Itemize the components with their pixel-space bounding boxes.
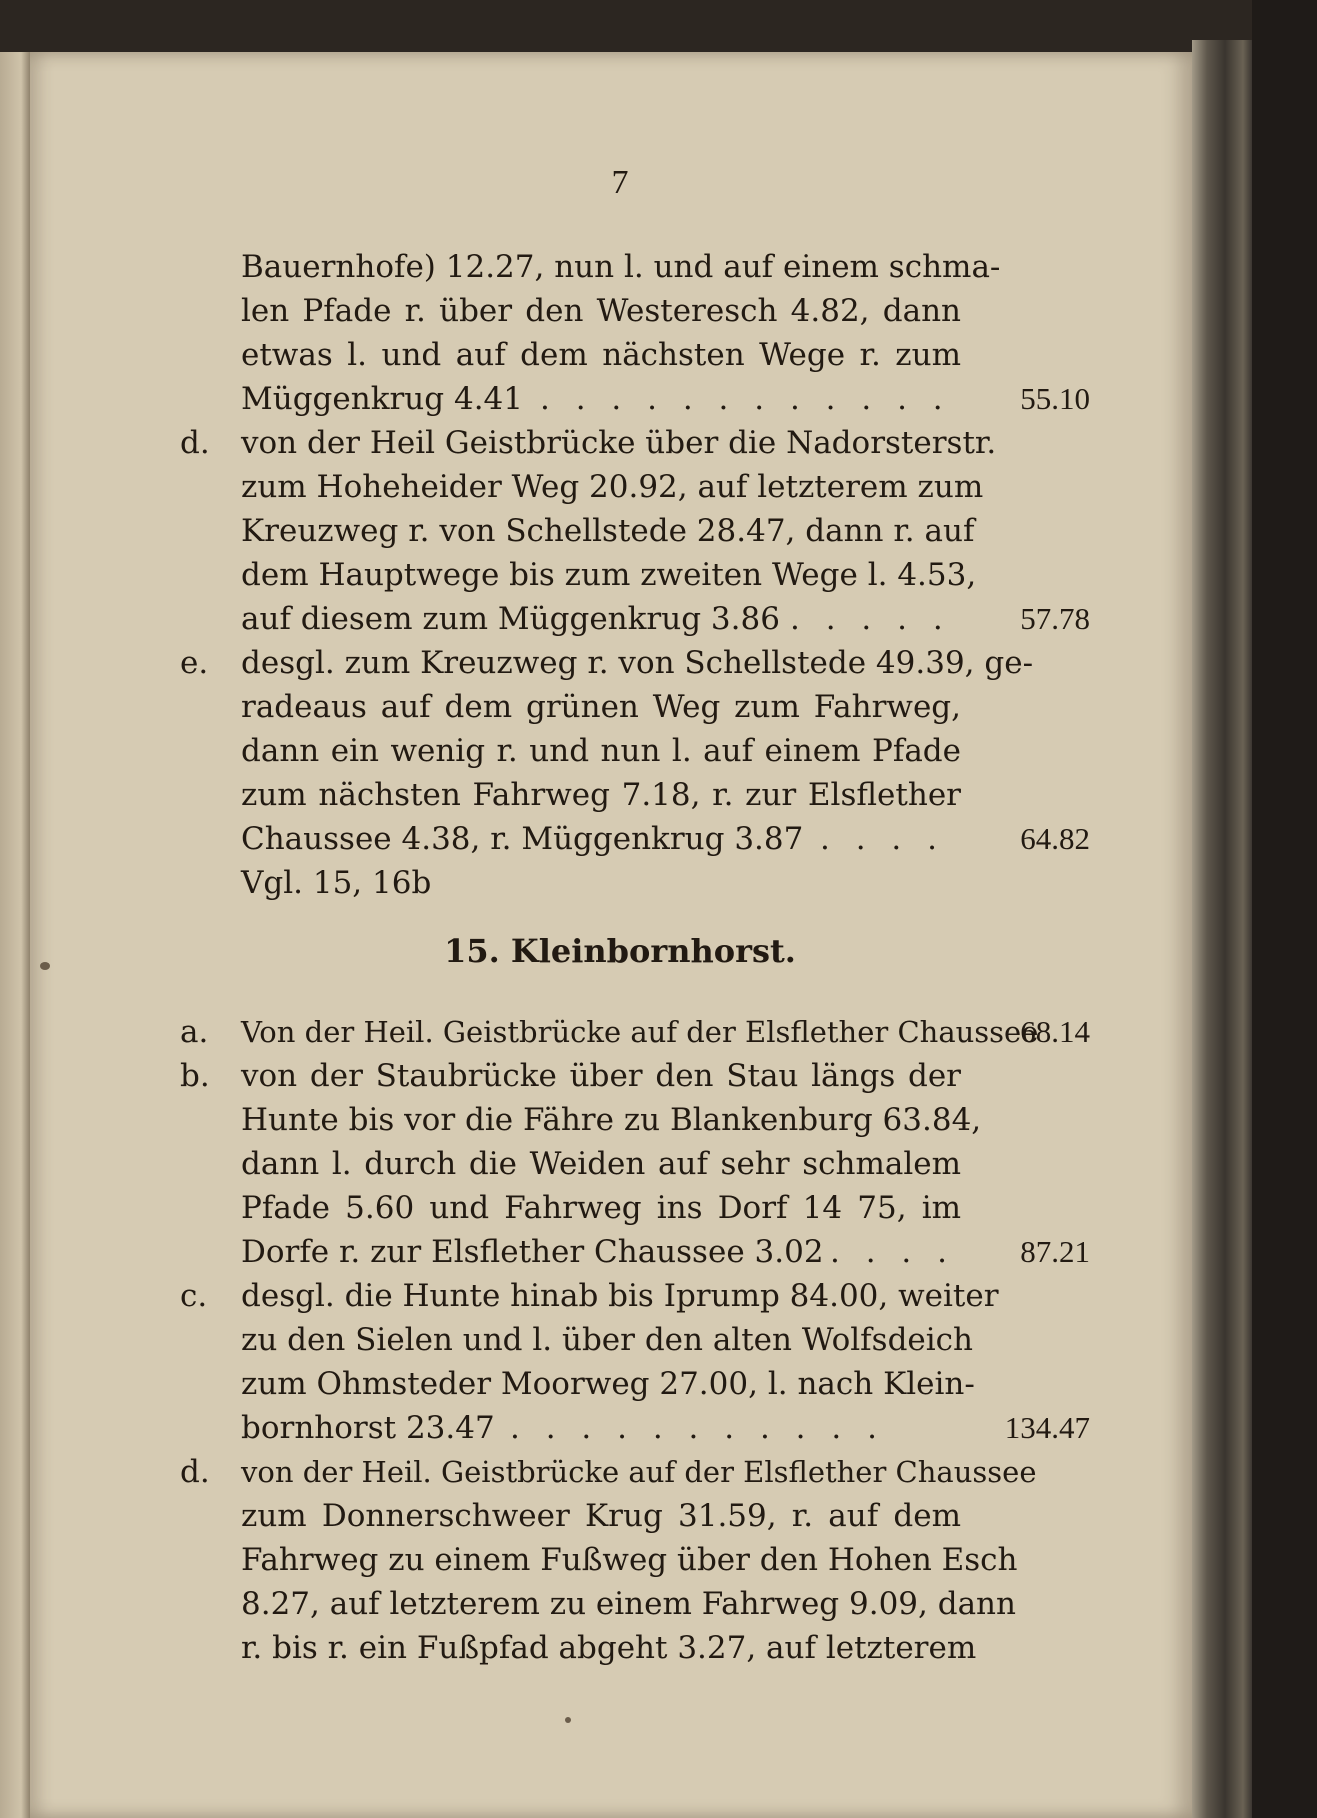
text-line — [150, 245, 1090, 289]
text-line — [150, 817, 1090, 861]
entry-text: zum Donnerschweer Krug 31.59, r. auf dem — [241, 1498, 961, 1534]
entry-text: Chaussee 4.38, r. Müggenkrug 3.87 — [241, 821, 804, 857]
entry-label: a. — [180, 1014, 209, 1050]
text-line — [150, 333, 1090, 377]
page-number: 7 — [611, 164, 629, 201]
distance-total: 87.21 — [1020, 1234, 1090, 1269]
text-line — [150, 421, 1090, 465]
text-line — [150, 509, 1090, 553]
entry-text: von der Heil. Geistbrücke auf der Elsflether Chaussee — [241, 1455, 1037, 1489]
text-line — [150, 1010, 1090, 1054]
text-line — [150, 1142, 1090, 1186]
distance-total: 64.82 — [1020, 821, 1090, 856]
entry-text: zum nächsten Fahrweg 7.18, r. zur Elsflether — [241, 777, 961, 813]
text-line — [150, 773, 1090, 817]
dot-leader: . . . . . — [790, 601, 951, 637]
text-line — [150, 553, 1090, 597]
dot-leader: . . . . — [820, 821, 945, 857]
entry-text: von der Staubrücke über den Stau längs der — [241, 1058, 961, 1094]
entry-text: zum Hoheheider Weg 20.92, auf letzterem zum — [241, 469, 984, 505]
entry-label: d. — [180, 1454, 210, 1490]
entry-text: Hunte bis vor die Fähre zu Blankenburg 63.84, — [241, 1102, 982, 1138]
scan-background — [1252, 0, 1317, 1818]
cross-reference: Vgl. 15, 16b — [241, 865, 432, 901]
entry-label: c. — [180, 1278, 208, 1314]
text-line — [150, 1494, 1090, 1538]
book-spine — [1192, 40, 1252, 1818]
entry-text: Bauernhofe) 12.27, nun l. und auf einem schma- — [241, 249, 1001, 285]
text-line — [150, 729, 1090, 773]
text-line — [150, 1538, 1090, 1582]
text-line — [150, 1582, 1090, 1626]
entry-text: auf diesem zum Müggenkrug 3.86 — [241, 601, 780, 637]
text-line — [150, 861, 1090, 905]
text-line — [150, 1450, 1090, 1494]
entry-text: 8.27, auf letzterem zu einem Fahrweg 9.09, dann — [241, 1586, 1016, 1622]
text-line — [150, 1098, 1090, 1142]
text-line — [150, 1318, 1090, 1362]
distance-total: 57.78 — [1020, 601, 1090, 636]
entry-text: bornhorst 23.47 — [241, 1410, 495, 1446]
section-heading: 15. Kleinbornhorst. — [444, 932, 796, 970]
entry-text: von der Heil Geistbrücke über die Nadorsterstr. — [241, 425, 997, 461]
text-line — [150, 1362, 1090, 1406]
entry-text: dem Hauptwege bis zum zweiten Wege l. 4.53, — [241, 557, 977, 593]
entry-text: zu den Sielen und l. über den alten Wolfsdeich — [241, 1322, 973, 1358]
distance-total: 55.10 — [1020, 381, 1090, 416]
facing-page-edge — [0, 52, 30, 1818]
entry-text: dann ein wenig r. und nun l. auf einem Pfade — [241, 733, 961, 769]
text-line — [150, 289, 1090, 333]
text-line — [150, 641, 1090, 685]
entry-text: radeaus auf dem grünen Weg zum Fahrweg, — [241, 689, 961, 725]
text-line — [150, 1626, 1090, 1670]
dot-leader: . . . . — [830, 1234, 955, 1270]
distance-total: 68.14 — [1020, 1014, 1090, 1049]
entry-text: Fahrweg zu einem Fußweg über den Hohen Esch — [241, 1542, 1018, 1578]
entry-text: etwas l. und auf dem nächsten Wege r. zum — [241, 337, 961, 373]
entry-text: Müggenkrug 4.41 — [241, 381, 523, 417]
entry-text: desgl. zum Kreuzweg r. von Schellstede 49.39, ge- — [241, 645, 1034, 681]
entry-text: desgl. die Hunte hinab bis Iprump 84.00, weiter — [241, 1278, 999, 1314]
text-line — [150, 597, 1090, 641]
entry-label: d. — [180, 425, 210, 461]
entry-text: Pfade 5.60 und Fahrweg ins Dorf 14 75, im — [241, 1190, 961, 1226]
entry-label: e. — [180, 645, 209, 681]
distance-total: 134.47 — [1004, 1410, 1090, 1445]
text-line — [150, 465, 1090, 509]
book-page — [30, 52, 1192, 1818]
entry-text: len Pfade r. über den Westeresch 4.82, dann — [241, 293, 961, 329]
text-line — [150, 685, 1090, 729]
text-line — [150, 1054, 1090, 1098]
entry-text: r. bis r. ein Fußpfad abgeht 3.27, auf letzterem — [241, 1630, 977, 1666]
text-line — [150, 377, 1090, 421]
entry-text: Dorfe r. zur Elsflether Chaussee 3.02 — [241, 1234, 824, 1270]
entry-text: Von der Heil. Geistbrücke auf der Elsflether Chaussee — [241, 1015, 1039, 1049]
text-line — [150, 1274, 1090, 1318]
entry-label: b. — [180, 1058, 210, 1094]
text-line — [150, 1230, 1090, 1274]
entry-text: Kreuzweg r. von Schellstede 28.47, dann r. auf — [241, 513, 975, 549]
paper-speck — [565, 1717, 571, 1723]
dot-leader: . . . . . . . . . . . — [510, 1410, 885, 1446]
text-line — [150, 1186, 1090, 1230]
text-line — [150, 1406, 1090, 1450]
dot-leader: . . . . . . . . . . . . — [540, 381, 951, 417]
entry-text: zum Ohmsteder Moorweg 27.00, l. nach Klein- — [241, 1366, 975, 1402]
entry-text: dann l. durch die Weiden auf sehr schmalem — [241, 1146, 961, 1182]
paper-speck — [40, 962, 50, 970]
